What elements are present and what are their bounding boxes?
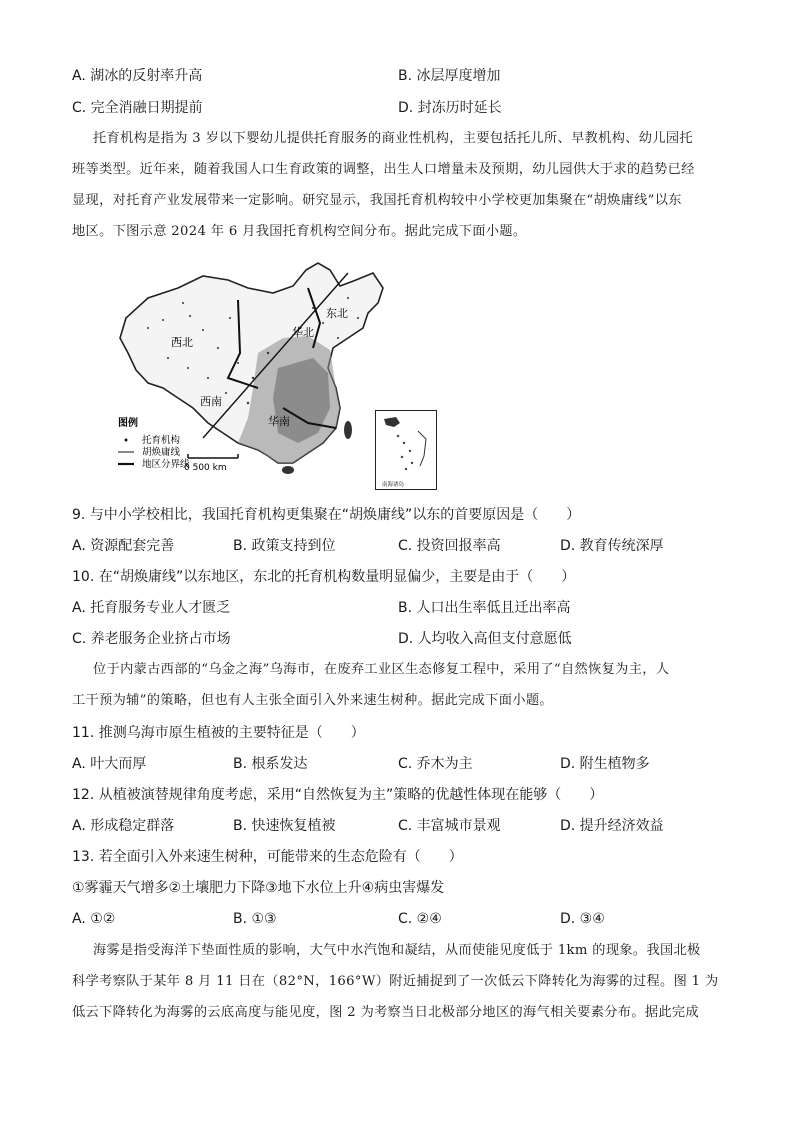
q8-option-c: C. 完全消融日期提前 <box>72 100 203 116</box>
q13-option-b: B. ①③ <box>233 911 277 927</box>
passage1-line: 托育机构是指为 3 岁以下婴幼儿提供托育服务的商业性机构，主要包括托儿所、早教机构、幼儿园托 <box>93 131 693 146</box>
q12-stem: 12. 从植被演替规律角度考虑，采用“自然恢复为主”策略的优越性体现在能够（ ） <box>72 787 604 803</box>
q13-option-a: A. ①② <box>72 911 116 927</box>
passage1-line: 班等类型。近年来，随着我国人口生育政策的调整，出生人口增量未及预期，幼儿园供大于求的趋势已经 <box>72 162 695 177</box>
q13-stem: 13. 若全面引入外来速生树种，可能带来的生态危险有（ ） <box>72 849 463 865</box>
passage1-line: 显现，对托育产业发展带来一定影响。研究显示，我国托育机构较中小学校更加集聚在“胡焕庸线”以东 <box>72 193 682 208</box>
q12-option-a: A. 形成稳定群落 <box>72 818 175 834</box>
q10-option-a: A. 托育服务专业人才匮乏 <box>72 600 231 616</box>
q13-items: ①雾霾天气增多②土壤肥力下降③地下水位上升④病虫害爆发 <box>72 880 445 896</box>
legend-title: 图例 <box>118 418 138 429</box>
inset-label: 南海诸岛 <box>382 482 405 488</box>
region-label-northwest: 西北 <box>171 336 193 349</box>
region-label-northeast: 东北 <box>326 307 348 320</box>
passage2-line: 位于内蒙古西部的“乌金之海”乌海市，在废弃工业区生态修复工程中，采用了“自然恢复为主，人 <box>93 662 670 677</box>
q11-option-b: B. 根系发达 <box>233 756 308 772</box>
region-label-north: 华北 <box>292 326 314 339</box>
q8-option-b: B. 冰层厚度增加 <box>398 68 501 84</box>
legend-boundary-label: 地区分界线 <box>142 459 190 470</box>
taiwan-island <box>344 421 352 439</box>
q9-option-d: D. 教育传统深厚 <box>560 538 664 554</box>
q9-stem: 9. 与中小学校相比，我国托育机构更集聚在“胡焕庸线”以东的首要原因是（ ） <box>72 507 581 523</box>
q10-option-d: D. 人均收入高但支付意愿低 <box>398 631 572 647</box>
hainan-island <box>282 466 294 474</box>
q13-option-d: D. ③④ <box>560 911 605 927</box>
q12-option-d: D. 提升经济效益 <box>560 818 664 834</box>
q13-option-c: C. ②④ <box>398 911 442 927</box>
q12-option-b: B. 快速恢复植被 <box>233 818 336 834</box>
q9-option-a: A. 资源配套完善 <box>72 538 175 554</box>
q12-option-c: C. 丰富城市景观 <box>398 818 501 834</box>
south-china-sea-inset <box>375 410 437 490</box>
q8-option-d: D. 封冻历时延长 <box>398 100 502 116</box>
q9-option-c: C. 投资回报率高 <box>398 538 501 554</box>
passage2-line: 工干预为辅”的策略，但也有人主张全面引入外来速生树种。据此完成下面小题。 <box>72 693 553 708</box>
legend-dot-symbol <box>125 439 128 442</box>
passage3-line: 科学考察队于某年 8 月 11 日在（82°N，166°W）附近捕捉到了一次低云下降转化为海雾的过程。图 1 为 <box>72 974 719 989</box>
passage3-line: 海雾是指受海洋下垫面性质的影响，大气中水汽饱和凝结，从而使能见度低于 1km 的现象。我国北极 <box>93 943 701 958</box>
q9-option-b: B. 政策支持到位 <box>233 538 336 554</box>
q11-option-a: A. 叶大而厚 <box>72 756 147 772</box>
region-label-south: 华南 <box>268 415 290 428</box>
scale-label: 0 500 km <box>184 463 227 473</box>
q11-option-c: C. 乔木为主 <box>398 756 473 772</box>
passage3-line: 低云下降转化为海雾的云底高度与能见度，图 2 为考察当日北极部分地区的海气相关要素分布。据此完成 <box>72 1005 700 1020</box>
q10-option-c: C. 养老服务企业挤占市场 <box>72 631 231 647</box>
q11-stem: 11. 推测乌海市原生植被的主要特征是（ ） <box>72 725 365 741</box>
q8-option-a: A. 湖冰的反射率升高 <box>72 68 203 84</box>
q11-option-d: D. 附生植物多 <box>560 756 650 772</box>
passage1-line: 地区。下图示意 2024 年 6 月我国托育机构空间分布。据此完成下面小题。 <box>72 224 527 239</box>
legend-hu-line-label: 胡焕庸线 <box>142 447 181 458</box>
q10-stem: 10. 在“胡焕庸线”以东地区，东北的托育机构数量明显偏少，主要是由于（ ） <box>72 569 576 585</box>
q10-option-b: B. 人口出生率低且迁出率高 <box>398 600 571 616</box>
region-label-southwest: 西南 <box>200 395 222 408</box>
legend-dot-label: 托育机构 <box>142 435 181 446</box>
